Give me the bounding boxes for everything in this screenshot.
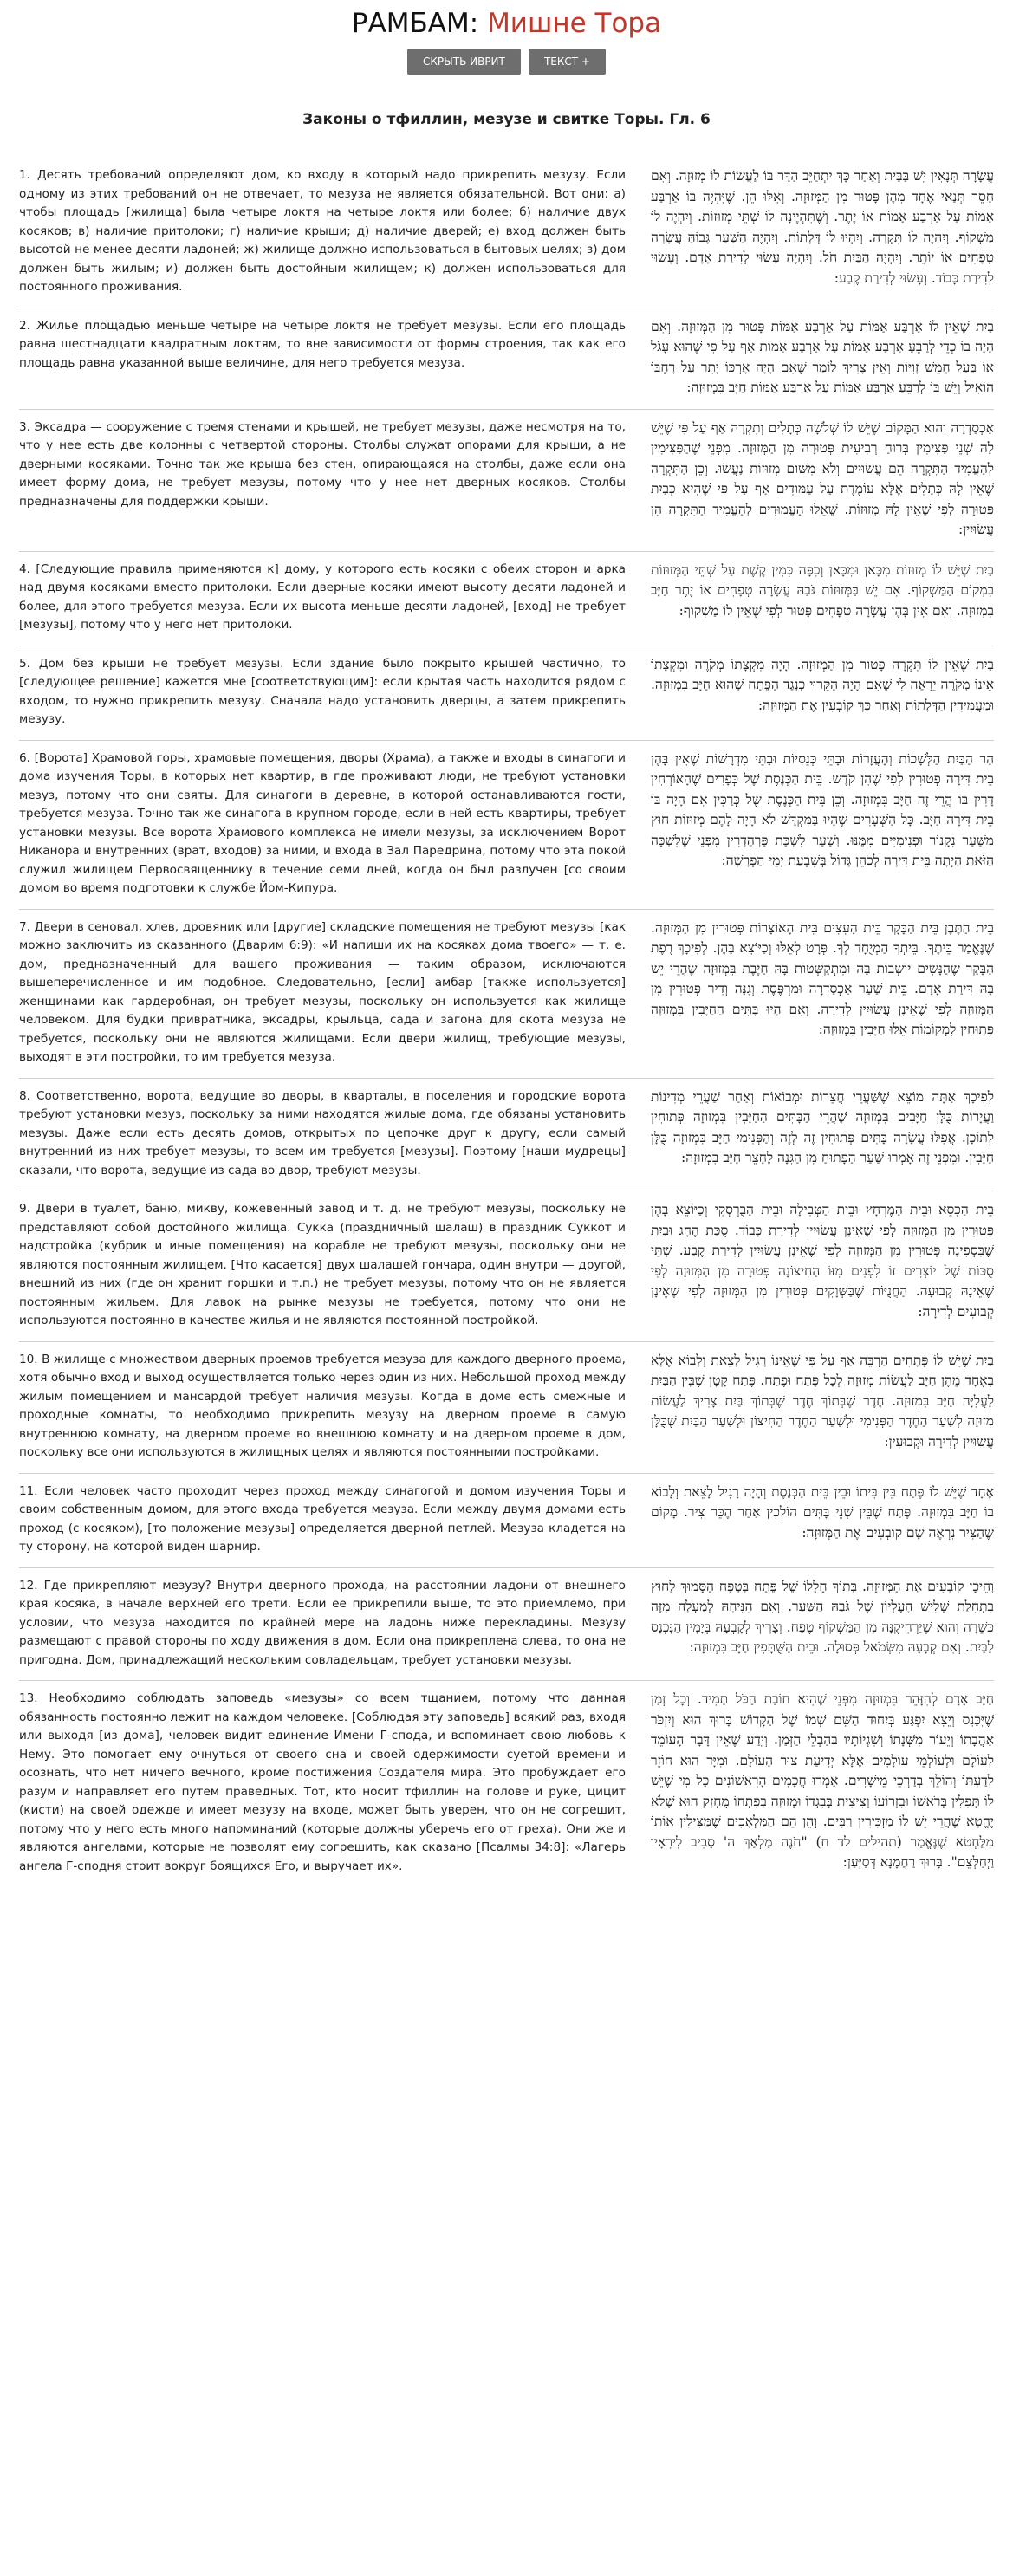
russian-text: 5. Дом без крыши не требует мезузы. Если здание было покрыто крышей частично, то [следующее решение] кажется мне [соответствующим]: если крытая часть находится рядом с входом, то нужно прикрепить мезузу. Сначала надо установить дверцы, а затем прикрепить мезузу. xyxy=(19,656,626,726)
russian-text: 13. Необходимо соблюдать заповедь «мезузы» со всем тщанием, потому что данная обязанность постоянно лежит на каждом человеке. [Соблюдая эту заповедь] всякий раз, входя или выходя [из дома], человек видит единение Имени Г-спода, и вспоминает свою любовь к Нему. Это помогает ему очнуться от своего сна и своей одержимости суетой времени и осознать, что нет ничего вечного, кроме постижения Создателя мира. Это пробуждает его разум и направляет его путем праведных. Тот, кто носит тфиллин на голове и руке, цицит (кисти) на своей одежде и имеет мезузу на входе, может быть уверен, что он не согрешит, потому что у него есть много напоминаний (которые должны уберечь его от греха). Они же и являются ангелами, которые не позволят ему согрешить, как сказано [Псалмы 34:8]: «Лагерь ангела Г-сподня стоит вокруг боящихся Его, и выручает их». xyxy=(19,1691,626,1873)
hebrew-text: אַכְסַדְרָה וְהוּא הַמָּקוֹם שֶׁיֵּשׁ לוֹ שְׁלֹשָׁה כְּתָלִים וְתִקְרָה אַף עַל פִּי שֶׁיֵּשׁ לָהּ שְׁנֵי פַּצִּימִין בְּרוּחַ רְבִיעִית פְּטוּרָה מִן הַמְּזוּזָה. מִפְּנֵי שֶׁהַפַּצִּימִין לְהַעֲמִיד הַתִּקְרָה הֵם עֲשׂוּיִים וְלֹא מִשּׁוּם מְזוּזוֹת נַעֲשׂוּ. וְכֵן הַתִּקְרָה שֶׁאֵין לָהּ כְּתָלִים אֶלָּא עוֹמֶדֶת עַל עַמּוּדִים אַף עַל פִּי שֶׁהִיא כְּבַיִת פְּטוּרָה לְפִי שֶׁאֵין לָהּ מְזוּזוֹת. שֶׁאֵלּוּ הָעֲמוּדִים לְהַעֲמִיד הַתִּקְרָה הֵן עֲשׂוּיִין: xyxy=(651,419,994,537)
russian-text: 10. В жилище с множеством дверных проемов требуется мезуза для каждого дверного проема, хотя обычно вход и выход осуществляется только через один из них. Небольшой проход между жилым помещением и мансардой требует наличия мезузы. Когда в доме есть смежные и проходные комнаты, то необходимо прикрепить мезузу на дверном проеме в самую внутреннюю комнату, на дверном проеме во внешнюю комнату и на дверном проеме в дом, поскольку все они используются в жилищных целях и являются постоянными постройками. xyxy=(19,1352,626,1459)
russian-text: 11. Если человек часто проходит через проход между синагогой и домом изучения Торы и своим собственным домом, для этого входа требуется мезуза. Если между двумя домами есть проход (с косяком), [то положение мезузы] определяется дверной петлей. Мезуза кладется на ту сторону, на которой виден шарнир. xyxy=(19,1483,626,1554)
russian-text: 4. [Следующие правила применяются к] дому, у которого есть косяки с обеих сторон и арка над двумя косяками вместо притолоки. Если дверные косяки имеют высоту десяти ладоней и более, для этого требуется мезуза. Если их высота меньше десяти ладоней, [вход] не требует [мезузы], потому что у него нет притолоки. xyxy=(19,561,626,632)
russian-text: 8. Соответственно, ворота, ведущие во дворы, в кварталы, в поселения и городские ворота требуют установки мезуз, поскольку за ними находятся жилые дома, где обязаны установить мезузы. Даже если есть десять домов, открытых по цепочке друг к другу, если самый внутренний из них требует мезузы, то всем им требуется [мезузы]. Поэтому [наши мудрецы] сказали, что ворота, ведущие из сада во двор, требуют мезузы. xyxy=(19,1088,626,1178)
hebrew-text: בַּיִת שֶׁאֵין לוֹ אַרְבַּע אַמּוֹת עַל אַרְבַּע אַמּוֹת פָּטוּר מִן הַמְּזוּזָה. וְאִם הָיָה בּוֹ כְּדֵי לְרַבֵּעַ אַרְבַּע אַמּוֹת עַל אַרְבַּע אַמּוֹת אַף עַל פִּי שֶׁהוּא עָגֹל אוֹ בַּעַל חָמֵשׁ זָוִיּוֹת וְאֵין צָרִיךְ לוֹמַר שֶׁאִם הָיָה אָרְכּוֹ יָתֵר עַל רָחְבּוֹ הוֹאִיל וְיֵשׁ בּוֹ לְרַבֵּעַ אַרְבַּע אַמּוֹת עַל אַרְבַּע אַמּוֹת חַיָּב בִּמְזוּזָה: xyxy=(651,318,994,395)
halakha-row xyxy=(19,1681,994,1886)
hebrew-text: אֶחָד שֶׁיֵּשׁ לוֹ פֶּתַח בֵּין בֵּיתוֹ וּבֵין בֵּית הַכְּנֶסֶת וְהָיָה רָגִיל לָצֵאת וְלָבוֹא בּוֹ חַיָּב בִּמְזוּזָה. פֶּתַח שֶׁבֵּין שְׁנֵי בָּתִּים הוֹלְכִין אַחַר הֶכֵּר צִיר. מָקוֹם שֶׁהַצִּיר נִרְאֶה שָׁם קוֹבְעִים אֶת הַמְּזוּזָה: xyxy=(651,1483,994,1541)
text-menu-button[interactable]: ТЕКСТ + xyxy=(529,49,606,75)
hebrew-text: וְהֵיכָן קוֹבְעִים אֶת הַמְּזוּזָה. בְּתוֹךְ חָלָלוֹ שֶׁל פֶּתַח בְּטֶפַח הַסָּמוּךְ לַחוּץ בִּתְחִלַּת שְׁלִישׁ הָעֶלְיוֹן שֶׁל גֹּבַהּ הַשַּׁעַר. וְאִם הִנִּיחָהּ לְמַעְלָה מִזֶּה כְּשֵׁרָה וְהוּא שֶׁיַּרְחִיקֶנָּה מִן הַמַּשְׁקוֹף טֶפַח. וְצָרִיךְ לְקָבְעָהּ בְּיָמִין הַנִּכְנָס לַבַּיִת. וְאִם קְבָעָהּ מִשְּׂמֹאל פְּסוּלָה. וּבֵית הַשֻּׁתָּפִין חַיָּב בִּמְזוּזָה: xyxy=(651,1578,994,1655)
halakha-row xyxy=(19,1568,994,1682)
russian-text: 2. Жилье площадью меньше четыре на четыре локтя не требует мезузы. Если его площадь равна шестнадцати квадратным локтям, то вне зависимости от формы строения, так как его площадь равна указанной выше величине, для него требуется мезуза. xyxy=(19,318,626,370)
hide-hebrew-button[interactable]: СКРЫТЬ ИВРИТ xyxy=(407,49,521,75)
russian-text: 12. Где прикрепляют мезузу? Внутри дверного прохода, на расстоянии ладони от внешнего края косяка, в начале верхней его трети. Если ее прикрепили выше, то это приемлемо, при условии, что мезуза находится по крайней мере на ладонь ниже перекладины. Мезузу размещают с правой стороны по ходу движения в дом. Если она прикреплена слева, то она не пригодна. Дом, принадлежащий нескольким совладельцам, требует установки мезузы. xyxy=(19,1578,626,1667)
hebrew-text: בֵּית הַתֶּבֶן בֵּית הַבָּקָר בֵּית הָעֵצִים בֵּית הָאוֹצָרוֹת פְּטוּרִין מִן הַמְּזוּזָה. שֶׁנֶּאֱמַר בֵּיתֶךָ. בֵּיתְךָ הַמְיֻחָד לְךָ. פְּרָט לְאֵלּוּ וְכַיּוֹצֵא בָּהֶן. לְפִיכָךְ רֶפֶת הַבָּקָר שֶׁהַנָּשִׁים יוֹשְׁבוֹת בָּהּ וּמִתְקַשְּׁטוֹת בָּהּ חַיֶּבֶת בִּמְזוּזָה שֶׁהֲרֵי יֵשׁ בָּהּ דִּירַת אָדָם. בֵּית שַׁעַר אַכְסַדְרָה וּמִרְפֶּסֶת וְגִנָּה וְדִיר פְּטוּרִין מִן הַמְּזוּזָה לְפִי שֶׁאֵינָן עֲשׂוּיִין לְדִירָה. וְאִם הָיוּ בָּתִּים הַחַיָּבִין בִּמְזוּזָה פְּתוּחִין לִמְקוֹמוֹת אֵלּוּ חַיָּבִין בִּמְזוּזָה: xyxy=(651,919,994,1037)
russian-text: 1. Десять требований определяют дом, ко входу в который надо прикрепить мезузу. Если одному из этих требований он не отвечает, то мезуза не является обязательной. Вот они: а) чтобы площадь [жилища] была четыре локтя на четыре локтя или более; б) наличие двух косяков; в) наличие притолоки; г) наличие крыши; д) наличие дверей; е) вход должен быть высотой не менее десяти ладоней; ж) жилище должно использоваться в бытовых целях; з) дом должен быть жилым; и) должен быть достойным жилищем; к) должен использоваться для постоянного проживания. xyxy=(19,168,626,294)
halakhot-list xyxy=(19,158,994,1886)
russian-text: 7. Двери в сеновал, хлев, дровяник или [другие] складские помещения не требуют мезузы [как можно заключить из сказанного (Дварим 6:9): «И напиши их на косяках дома твоего» — т. е. дом, предназначенный для вашего проживания — таким образом, исключаются вышеперечисленное и им подобное. Следовательно, [если] амбар [также используется] женщинами как гардеробная, он требует мезузы, поскольку он используется как жилище человеком. Для будки привратника, эксадры, крыльца, сада и загона для скота мезуза не требуется, поскольку они не являются жилищами. Если двери жилищ, требующие мезузы, выходят в эти постройки, то им требуется мезуза. xyxy=(19,919,626,1064)
halakha-row xyxy=(19,410,994,552)
halakha-row xyxy=(19,910,994,1079)
book-title-link[interactable]: Мишне Тора xyxy=(487,8,662,39)
hebrew-text: בַּיִת שֶׁיֵּשׁ לוֹ פְּתָחִים הַרְבֵּה אַף עַל פִּי שֶׁאֵינוֹ רָגִיל לָצֵאת וְלָבוֹא אֶלָּא בְּאֶחָד מֵהֶן חַיָּב לַעֲשׂוֹת מְזוּזָה לְכָל פֶּתַח וּפֶתַח. פֶּתַח קָטָן שֶׁבֵּין הַבַּיִת לָעֲלִיָּה חַיָּב בִּמְזוּזָה. חֶדֶר שֶׁבְּתוֹךְ חֶדֶר שֶׁבְּתוֹךְ בַּיִת צָרִיךְ לַעֲשׂוֹת מְזוּזָה לְשַׁעַר הַחֶדֶר הַפְּנִימִי וּלְשַׁעַר הַחֶדֶר הַחִיצוֹן וּלְשַׁעַר הַבַּיִת שֶׁכֻּלָּן עֲשׂוּיִין לְדִירָה וּקְבוּעִין: xyxy=(651,1352,994,1450)
hebrew-text: בֵּית הַכִּסֵּא וּבֵית הַמֶּרְחָץ וּבֵית הַטְּבִילָה וּבֵית הַבֻּרְסְקִי וְכַיּוֹצֵא בָּהֶן פְּטוּרִין מִן הַמְּזוּזָה לְפִי שֶׁאֵינָן עֲשׂוּיִין לְדִירַת כָּבוֹד. סֻכַּת הֶחָג וּבַיִת שֶׁבִּסְפִינָה פְּטוּרִין מִן הַמְּזוּזָה לְפִי שֶׁאֵינָן עֲשׂוּיִין לְדִירַת קֶבַע. שְׁתֵּי סֻכּוֹת שֶׁל יוֹצְרִים זוֹ לִפְנִים מִזּוֹ הַחִיצוֹנָה פְּטוּרָה מִן הַמְּזוּזָה לְפִי שֶׁאֵינָהּ קְבוּעָה. הַחֲנֻיּוֹת שֶׁבַּשְּׁוָקִים פְּטוּרִין מִן הַמְּזוּזָה לְפִי שֶׁאֵינָן קְבוּעִים לְדִירָה: xyxy=(651,1202,994,1320)
hebrew-text: בַּיִת שֶׁיֵּשׁ לוֹ מְזוּזוֹת מִכָּאן וּמִכָּאן וְכִפָּה כְּמִין קֶשֶׁת עַל שְׁתֵּי הַמְּזוּזוֹת בִּמְקוֹם הַמַּשְׁקוֹף. אִם יֵשׁ בַּמְּזוּזוֹת גֹּבַהּ עֲשָׂרָה טְפָחִים אוֹ יֶתֶר חַיָּב בִּמְזוּזָה. וְאִם אֵין בָּהֶן עֲשָׂרָה טְפָחִים פָּטוּר לְפִי שֶׁאֵין לוֹ מַשְׁקוֹף: xyxy=(651,561,994,619)
halakha-row xyxy=(19,552,994,646)
hebrew-text: לְפִיכָךְ אַתָּה מוֹצֵא שֶׁשַּׁעֲרֵי חֲצֵרוֹת וּמְבוֹאוֹת וְאַחַר שַׁעֲרֵי מְדִינוֹת וַעֲיָרוֹת כֻּלָּן חַיָּבִים בִּמְזוּזָה שֶׁהֲרֵי הַבָּתִּים הַחַיָּבִין בִּמְזוּזָה פְּתוּחִין לְתוֹכָן. אֲפִלּוּ עֲשָׂרָה בָּתִּים פְּתוּחִין זֶה לְזֶה וְהַפְּנִימִי חַיָּב בִּמְזוּזָה כֻּלָּן חַיָּבִין. וּמִפְּנֵי זֶה אָמְרוּ שַׁעַר הַפָּתוּחַ מִן הַגִּנָּה לֶחָצֵר חַיָּב בִּמְזוּזָה: xyxy=(651,1088,994,1165)
halakha-row xyxy=(19,1342,994,1474)
halakha-row xyxy=(19,646,994,741)
site-title xyxy=(19,0,994,40)
halakha-row xyxy=(19,1079,994,1192)
halakha-row xyxy=(19,158,994,308)
russian-text: 9. Двери в туалет, баню, микву, кожевенный завод и т. д. не требуют мезузы, поскольку не представляют собой достойного жилища. Сукка (праздничный шалаш) в праздник Суккот и надстройка (кубрик и иные помещения) на корабле не требуют мезузы, поскольку они не являются постоянным жилищем. [Что касается] двух шалашей гончара, один внутри — другой, внешний из них (где он хранит горшки и т.п.) не требует мезузы, потому что он не является постоянным жильем. Для лавок на рынке мезузы не требуется, потому что они не используются постоянно в качестве жилья и не являются постоянной постройкой. xyxy=(19,1202,626,1327)
halakha-row xyxy=(19,1191,994,1342)
hebrew-text: בַּיִת שֶׁאֵין לוֹ תִּקְרָה פָּטוּר מִן הַמְּזוּזָה. הָיָה מִקְצָתוֹ מְקֹרֶה וּמִקְצָתוֹ אֵינוֹ מְקֹרֶה יֵרָאֶה לִי שֶׁאִם הָיָה הַקֵּרוּי כְּנֶגֶד הַפֶּתַח שֶׁהוּא חַיָּב בִּמְזוּזָה. וּמַעֲמִידִין הַדְּלָתוֹת וְאַחַר כָּךְ קוֹבְעִין אֶת הַמְּזוּזָה: xyxy=(651,656,994,713)
halakha-row xyxy=(19,1474,994,1568)
halakha-row xyxy=(19,741,994,910)
site-brand: РАМБАМ: xyxy=(351,8,488,39)
russian-text: 3. Эксадра — сооружение с тремя стенами и крышей, не требует мезузы, даже несмотря на то, что у нее есть две колонны с четвертой стороны. Столбы служат опорами для крыши, а не дверными косяками. Точно так же крыша без стен, опирающаяся на столбы, даже если она имеет форму дома, не требует мезузы, потому что у нее нет дверных косяков. Столбы предназначены для поддержки крыши. xyxy=(19,419,626,509)
toolbar xyxy=(19,49,994,75)
hebrew-text: חַיָּב אָדָם לְהִזָּהֵר בִּמְזוּזָה מִפְּנֵי שֶׁהִיא חוֹבַת הַכֹּל תָּמִיד. וְכָל זְמַן שֶׁיִּכָּנֵס וְיֵצֵא יִפְגַּע בְּיִחוּד הַשֵּׁם שְׁמוֹ שֶׁל הַקָּדוֹשׁ בָּרוּךְ הוּא וְיִזְכֹּר אַהֲבָתוֹ וְיֵעוֹר מִשְּׁנָתוֹ וְשִׁגְיוֹתָיו בְּהַבְלֵי הַזְּמַן. וְיֵדַע שֶׁאֵין דָּבָר הָעוֹמֵד לְעוֹלָם וּלְעוֹלְמֵי עוֹלָמִים אֶלָּא יְדִיעַת צוּר הָעוֹלָם. וּמִיָּד הוּא חוֹזֵר לְדַעְתּוֹ וְהוֹלֵךְ בְּדַרְכֵי מֵישָׁרִים. אָמְרוּ חֲכָמִים הָרִאשׁוֹנִים כָּל מִי שֶׁיֵּשׁ לוֹ תְּפִלִּין בְּרֹאשׁוֹ וּבִזְרוֹעוֹ וְצִיצִית בְּבִגְדוֹ וּמְזוּזָה בְּפִתְחוֹ מֻחְזָק הוּא שֶׁלֹּא יֶחֱטָא שֶׁהֲרֵי יֵשׁ לוֹ מַזְכִּירִין רַבִּים. וְהֵן הֵם הַמַּלְאָכִים שֶׁמַּצִּילִין אוֹתוֹ מִלַּחְטֹא שֶׁנֶּאֱמַר (תהילים לד ח) "חֹנֶה מַלְאַךְ ה' סָבִיב לִירֵאָיו וַיְחַלְּצֵם". בָּרוּךְ רַחֲמָנָא דְּסַיְּעַן: xyxy=(651,1691,994,1870)
russian-text: 6. [Ворота] Храмовой горы, храмовые помещения, дворы (Храма), а также и входы в синагоги и дома изучения Торы, в которых нет квартир, в где проживают люди, не требуют установки мезуз, потому что они святы. Для синагоги в деревне, в которой останавливаются гости, требуется мезуза. Точно так же синагога в крупном городе, если в ней есть квартиры, требует установки мезузы. Все ворота Храмового комплекса не имели мезузы, за исключением Ворот Никанора и внутренних (врат, входов) за ними, и входа в Зал Паредрина, потому что эта покой служил жилищем Первосвященнику в течение семи дней, когда он был разлучен [со своим домом во время подготовки к службе Йом-Кипура. xyxy=(19,750,626,895)
hebrew-text: הַר הַבַּיִת הַלְּשָׁכוֹת וְהָעֲזָרוֹת וּבָתֵּי כְּנֵסִיּוֹת וּבָתֵּי מִדְרָשׁוֹת שֶׁאֵין בָּהֶן בֵּית דִּירָה פְּטוּרִין לְפִי שֶׁהֵן קֹדֶשׁ. בֵּית הַכְּנֶסֶת שֶׁל כְּפָרִים שֶׁהָאוֹרְחִין דָּרִין בּוֹ הֲרֵי זֶה חַיָּב בִּמְזוּזָה. וְכֵן בֵּית הַכְּנֶסֶת שֶׁל כְּרַכִּין אִם הָיָה בּוֹ בֵּית דִּירָה חַיָּב. כָּל הַשְּׁעָרִים שֶׁהָיוּ בַּמִּקְדָּשׁ לֹא הָיָה לָהֶם מְזוּזוֹת חוּץ מִשַּׁעַר נִקָנוֹר וּפְנִימִיִּים מִמֶּנּוּ. וְשַׁעַר לִשְׁכַּת פַּרְהֶדְרִין מִפְּנֵי שֶׁלִּשְׁכָּה הַזֹּאת הָיְתָה בֵּית דִּירָה לְכֹהֵן גָּדוֹל בְּשִׁבְעַת יְמֵי הַפְרָשָׁה: xyxy=(651,750,994,868)
halakha-row xyxy=(19,308,994,410)
chapter-title: Законы о тфиллин, мезузе и свитке Торы. Гл. 6 xyxy=(302,111,711,128)
hebrew-text: עֲשָׂרָה תְּנָאִין יֵשׁ בַּבַּיִת וְאַחַר כָּךְ יִתְחַיֵּב הַדָּר בּוֹ לַעֲשׂוֹת לוֹ מְזוּזָה. וְאִם חָסֵר תְּנַאי אֶחָד מִהֶן פָּטוּר מִן הַמְּזוּזָה. וְאֵלּוּ הֵן. שֶׁיִּהְיֶה בּוֹ אַרְבַּע אַמּוֹת עַל אַרְבַּע אַמּוֹת אוֹ יֶתֶר. וְשֶׁתִּהְיֶינָה לוֹ שְׁתֵּי מְזוּזוֹת. וְיִהְיֶה לוֹ מַשְׁקוֹף. וְיִהְיֶה לוֹ תִּקְרָה. וְיִהְיוּ לוֹ דְּלָתוֹת. וְיִהְיֶה הַשַּׁעַר גָּבוֹהַּ עֲשָׂרָה טְפָחִים אוֹ יוֹתֵר. וְיִהְיֶה הַבַּיִת חֹל. וְיִהְיֶה עָשׂוּי לְדִירַת אָדָם. וְעָשׂוּי לְדִירַת כָּבוֹד. וְעָשׂוּי לְדִירַת קֶבַע: xyxy=(651,168,994,286)
